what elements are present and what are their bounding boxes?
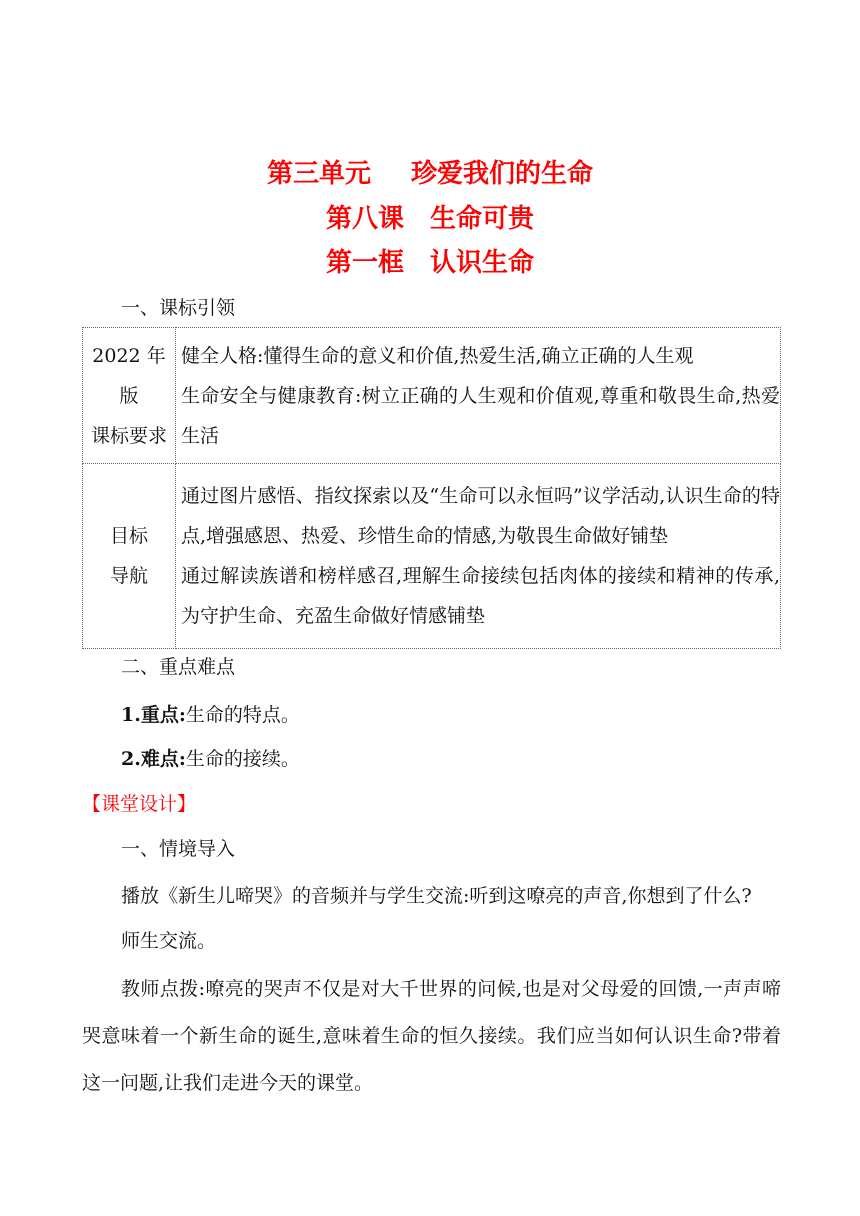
curriculum-table bbox=[82, 327, 781, 649]
unit-title bbox=[0, 156, 860, 192]
difficult-point-text: 生命的接续。 bbox=[185, 748, 300, 770]
paragraph: 播放《新生儿啼哭》的音频并与学生交流:听到这嘹亮的声音,你想到了什么? bbox=[121, 885, 752, 907]
lesson-name: 生命可贵 bbox=[430, 204, 535, 234]
difficult-point bbox=[121, 746, 300, 772]
table-row bbox=[83, 328, 781, 464]
table-label-cell bbox=[83, 464, 176, 649]
difficult-point-label: 2.难点: bbox=[121, 748, 186, 770]
key-point-label: 1.重点: bbox=[121, 704, 186, 726]
lesson-title bbox=[0, 201, 860, 237]
paragraph: 教师点拨:嘹亮的哭声不仅是对大千世界的问候,也是对父母爱的回馈,一声声啼哭意味着一个新生命的诞生,意味着生命的恒久接续。我们应当如何认识生命?带着这一问题,让我们走进今天的课堂。 bbox=[82, 978, 781, 1094]
section-heading-intro: 一、情境导入 bbox=[121, 838, 236, 860]
table-label-cell bbox=[83, 328, 176, 464]
table-content-cell bbox=[176, 328, 781, 464]
unit-number: 第三单元 bbox=[266, 159, 371, 189]
key-point bbox=[121, 702, 300, 728]
table-row bbox=[83, 464, 781, 649]
paragraph: 师生交流。 bbox=[121, 930, 217, 952]
label-line: 导航 bbox=[109, 565, 148, 587]
section-heading-key-points: 二、重点难点 bbox=[121, 656, 236, 678]
frame-title bbox=[0, 245, 860, 281]
classroom-design-tag: 【课堂设计】 bbox=[82, 793, 197, 815]
requirement-line: 生命安全与健康教育:树立正确的人生观和价值观,尊重和敬畏生命,热爱生活 bbox=[181, 384, 780, 447]
lesson-number: 第八课 bbox=[325, 204, 404, 234]
table-content-cell bbox=[176, 464, 781, 649]
requirement-line: 健全人格:懂得生命的意义和价值,热爱生活,确立正确的人生观 bbox=[181, 344, 694, 367]
label-line: 目标 bbox=[109, 525, 148, 547]
goal-line: 通过图片感悟、指纹探索以及“生命可以永恒吗”议学活动,认识生命的特点,增强感恩、热爱、珍惜生命的情感,为敬畏生命做好铺垫 bbox=[181, 485, 780, 547]
key-point-text: 生命的特点。 bbox=[185, 704, 300, 726]
label-line: 课标要求 bbox=[90, 424, 167, 447]
unit-name: 珍爱我们的生命 bbox=[411, 159, 594, 189]
frame-name: 认识生命 bbox=[430, 248, 535, 278]
label-line: 2022 年版 bbox=[92, 344, 166, 407]
frame-number: 第一框 bbox=[325, 248, 404, 278]
goal-line: 通过解读族谱和榜样感召,理解生命接续包括肉体的接续和精神的传承,为守护生命、充盈生命做好情感铺垫 bbox=[181, 565, 780, 627]
section-heading-curriculum: 一、课标引领 bbox=[121, 297, 236, 319]
